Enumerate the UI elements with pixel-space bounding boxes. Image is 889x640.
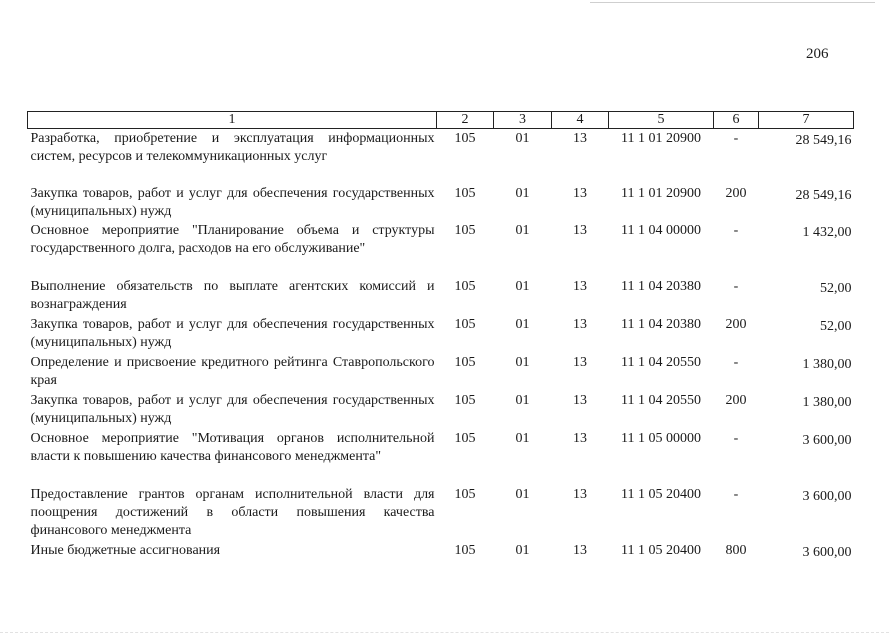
row-col2: 105 [454, 185, 476, 201]
header-cell-5: 5 [609, 112, 714, 129]
row-amount: 52,00 [820, 318, 852, 334]
row-col4: 13 [573, 486, 587, 502]
row-col2: 105 [454, 222, 476, 238]
row-name: Иные бюджетные ассигнования [30, 542, 221, 558]
header-cell-7: 7 [759, 112, 854, 129]
row-amount: 1 432,00 [802, 224, 852, 240]
row-col5: 11 1 04 20550 [621, 392, 701, 408]
header-cell-2: 2 [437, 112, 494, 129]
row-col5: 11 1 04 20380 [621, 278, 701, 294]
table-row [28, 185, 854, 222]
header-row [28, 112, 854, 129]
row-name: Основное мероприятие "Планирование объема и структуры государственного долга, расходов на его обслуживание" [30, 222, 435, 256]
row-name: Основное мероприятие "Мотивация органов исполнительной власти к повышению качества финансового менеджмента" [30, 430, 435, 464]
table-row [28, 392, 854, 430]
row-col3: 01 [515, 131, 530, 146]
row-amount: 3 600,00 [802, 432, 852, 448]
row-col2: 105 [454, 131, 476, 146]
row-col6: - [733, 354, 739, 370]
row-col6: 800 [725, 542, 747, 558]
row-col5: 11 1 04 20380 [621, 316, 701, 332]
header-cell-3: 3 [494, 112, 552, 129]
row-name: Закупка товаров, работ и услуг для обеспечения государственных (муниципальных) нужд [30, 185, 435, 219]
row-col6: 200 [725, 185, 747, 201]
row-col6: - [733, 131, 739, 146]
row-col3: 01 [515, 430, 530, 446]
row-col5: 11 1 01 20900 [621, 185, 701, 201]
scan-edge-bottom [0, 632, 889, 633]
row-col2: 105 [454, 354, 476, 370]
row-col6: - [733, 278, 739, 294]
row-amount: 28 549,16 [795, 133, 852, 148]
row-col4: 13 [573, 542, 587, 558]
row-col3: 01 [515, 354, 530, 370]
row-amount: 28 549,16 [795, 187, 852, 203]
table-row [28, 354, 854, 392]
row-col4: 13 [573, 354, 587, 370]
row-col3: 01 [515, 185, 530, 201]
row-col4: 13 [573, 222, 587, 238]
row-col6: 200 [725, 392, 747, 408]
row-amount: 1 380,00 [802, 394, 852, 410]
row-name: Предоставление грантов органам исполнительной власти для поощрения достижений в области повышения качества финансового менеджмента [30, 486, 435, 538]
header-cell-6: 6 [714, 112, 759, 129]
row-col2: 105 [454, 486, 476, 502]
row-name: Закупка товаров, работ и услуг для обеспечения государственных (муниципальных) нужд [30, 392, 435, 426]
row-col3: 01 [515, 486, 530, 502]
row-col2: 105 [454, 542, 476, 558]
row-col3: 01 [515, 316, 530, 332]
budget-table [27, 111, 854, 562]
row-amount: 3 600,00 [802, 488, 852, 504]
row-name: Разработка, приобретение и эксплуатация информационных систем, ресурсов и телекоммуникационных услуг [30, 131, 435, 164]
row-amount: 3 600,00 [802, 544, 852, 560]
table-row [28, 222, 854, 278]
table-row [28, 316, 854, 354]
row-col4: 13 [573, 185, 587, 201]
row-col3: 01 [515, 392, 530, 408]
row-amount: 1 380,00 [802, 356, 852, 372]
row-col6: - [733, 222, 739, 238]
row-col2: 105 [454, 392, 476, 408]
table-row [28, 430, 854, 486]
row-col2: 105 [454, 316, 476, 332]
row-col5: 11 1 04 20550 [621, 354, 701, 370]
header-cell-1: 1 [28, 112, 437, 129]
row-col5: 11 1 04 00000 [621, 222, 701, 238]
row-col4: 13 [573, 430, 587, 446]
row-col6: 200 [725, 316, 747, 332]
table-row [28, 278, 854, 316]
row-col6: - [733, 430, 739, 446]
row-col3: 01 [515, 278, 530, 294]
row-col5: 11 1 01 20900 [621, 131, 701, 146]
row-col4: 13 [573, 278, 587, 294]
row-col6: - [733, 486, 739, 502]
row-col3: 01 [515, 222, 530, 238]
row-col4: 13 [573, 131, 587, 146]
row-col5: 11 1 05 20400 [621, 486, 701, 502]
row-col5: 11 1 05 00000 [621, 430, 701, 446]
row-amount: 52,00 [820, 280, 852, 296]
row-name: Закупка товаров, работ и услуг для обеспечения государственных (муниципальных) нужд [30, 316, 435, 350]
row-col3: 01 [515, 542, 530, 558]
page-number: 206 [806, 46, 829, 62]
row-name: Выполнение обязательств по выплате агентских комиссий и вознаграждения [30, 278, 435, 312]
scan-edge-top [590, 2, 875, 3]
row-col2: 105 [454, 278, 476, 294]
row-col5: 11 1 05 20400 [621, 542, 701, 558]
table-row [28, 486, 854, 542]
table-row [28, 129, 854, 185]
row-name: Определение и присвоение кредитного рейтинга Ставропольского края [30, 354, 435, 388]
table-row [28, 542, 854, 562]
row-col2: 105 [454, 430, 476, 446]
row-col4: 13 [573, 316, 587, 332]
row-col4: 13 [573, 392, 587, 408]
header-cell-4: 4 [552, 112, 609, 129]
